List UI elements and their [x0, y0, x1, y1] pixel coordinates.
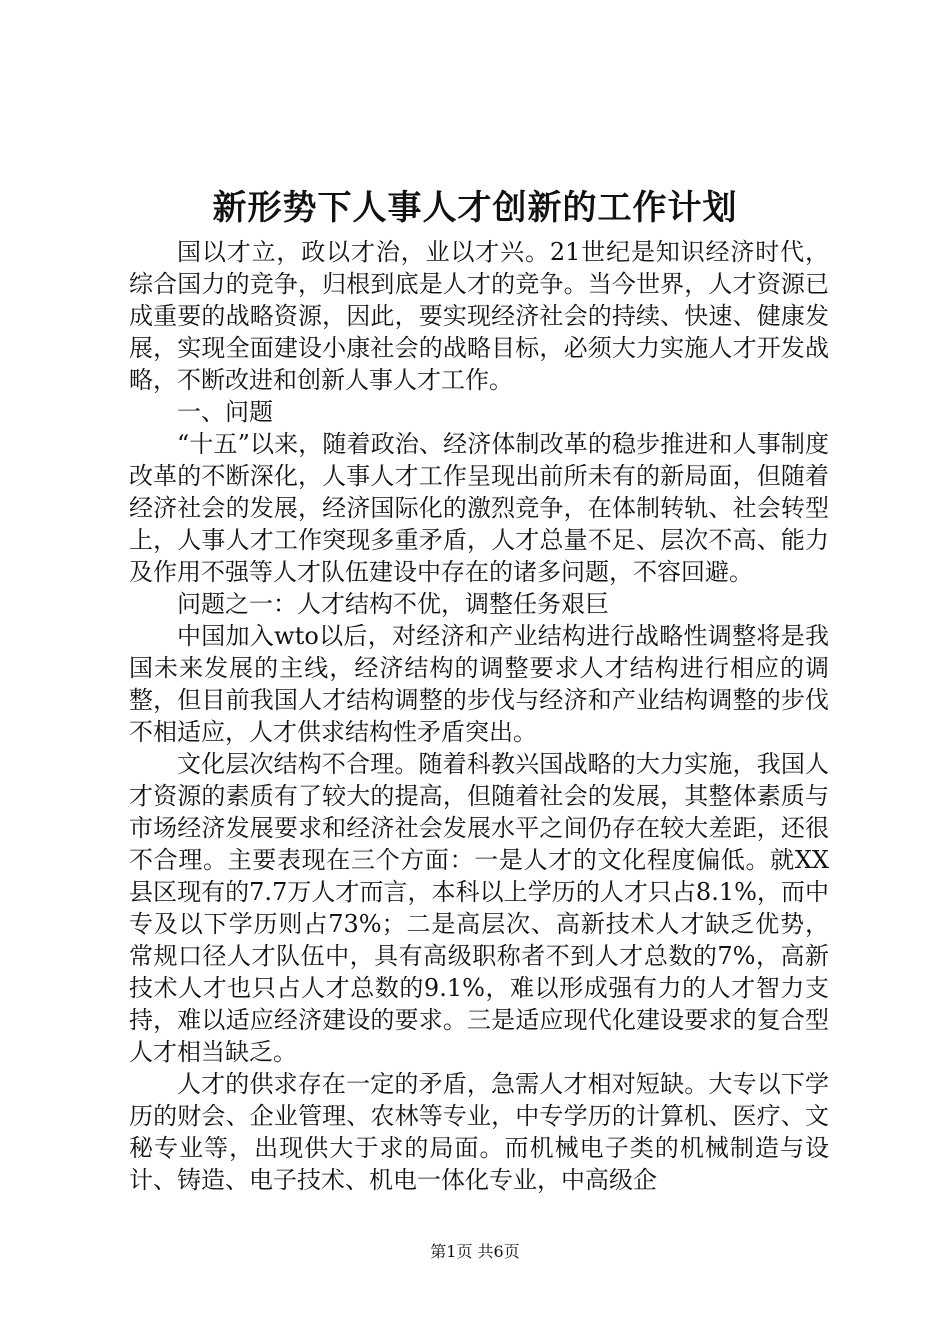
paragraph-education-structure: 文化层次结构不合理。随着科教兴国战略的大力实施，我国人才资源的素质有了较大的提高，但随着社会的发展，其整体素质与市场经济发展要求和经济社会发展水平之间仍存在较大差距，还很不合理。主要表现在三个方面：一是人才的文化程度偏低。就XX县区现有的7.7万人才而言，本科以上学历的人才只占8.1%，而中专及以下学历则占73%；二是高层次、高新技术人才缺乏优势，常规口径人才队伍中，具有高级职称者不到人才总数的7%，高新技术人才也只占人才总数的9.1%，难以形成强有力的人才智力支持，难以适应经济建设的要求。三是适应现代化建设要求的复合型人才相当缺乏。	[129, 750, 829, 1066]
paragraph-intro: 国以才立，政以才治，业以才兴。21世纪是知识经济时代，综合国力的竞争，归根到底是人才的竞争。当今世界，人才资源已成重要的战略资源，因此，要实现经济社会的持续、快速、健康发展，实现全面建设小康社会的战略目标，必须大力实施人才开发战略，不断改进和创新人事人才工作。	[129, 238, 829, 394]
section-heading-problems: 一、问题	[177, 398, 273, 426]
page-footer: 第1页 共6页	[430, 1242, 520, 1261]
paragraph-problems-overview: “十五”以来，随着政治、经济体制改革的稳步推进和人事制度改革的不断深化，人事人才工作呈现出前所未有的新局面，但随着经济社会的发展，经济国际化的激烈竞争，在体制转轨、社会转型上，人事人才工作突现多重矛盾，人才总量不足、层次不高、能力及作用不强等人才队伍建设中存在的诸多问题，不容回避。	[129, 430, 829, 586]
subheading-problem-one: 问题之一：人才结构不优，调整任务艰巨	[177, 590, 609, 618]
paragraph-wto: 中国加入wto以后，对经济和产业结构进行战略性调整将是我国未来发展的主线，经济结构的调整要求人才结构进行相应的调整，但目前我国人才结构调整的步伐与经济和产业结构调整的步伐不相适应，人才供求结构性矛盾突出。	[129, 622, 829, 746]
paragraph-supply-demand: 人才的供求存在一定的矛盾，急需人才相对短缺。大专以下学历的财会、企业管理、农林等专业，中专学历的计算机、医疗、文秘专业等，出现供大于求的局面。而机械电子类的机械制造与设计、铸造、电子技术、机电一体化专业，中高级企	[129, 1070, 829, 1194]
document-body	[129, 236, 829, 1196]
document-title: 新形势下人事人才创新的工作计划	[212, 188, 738, 228]
